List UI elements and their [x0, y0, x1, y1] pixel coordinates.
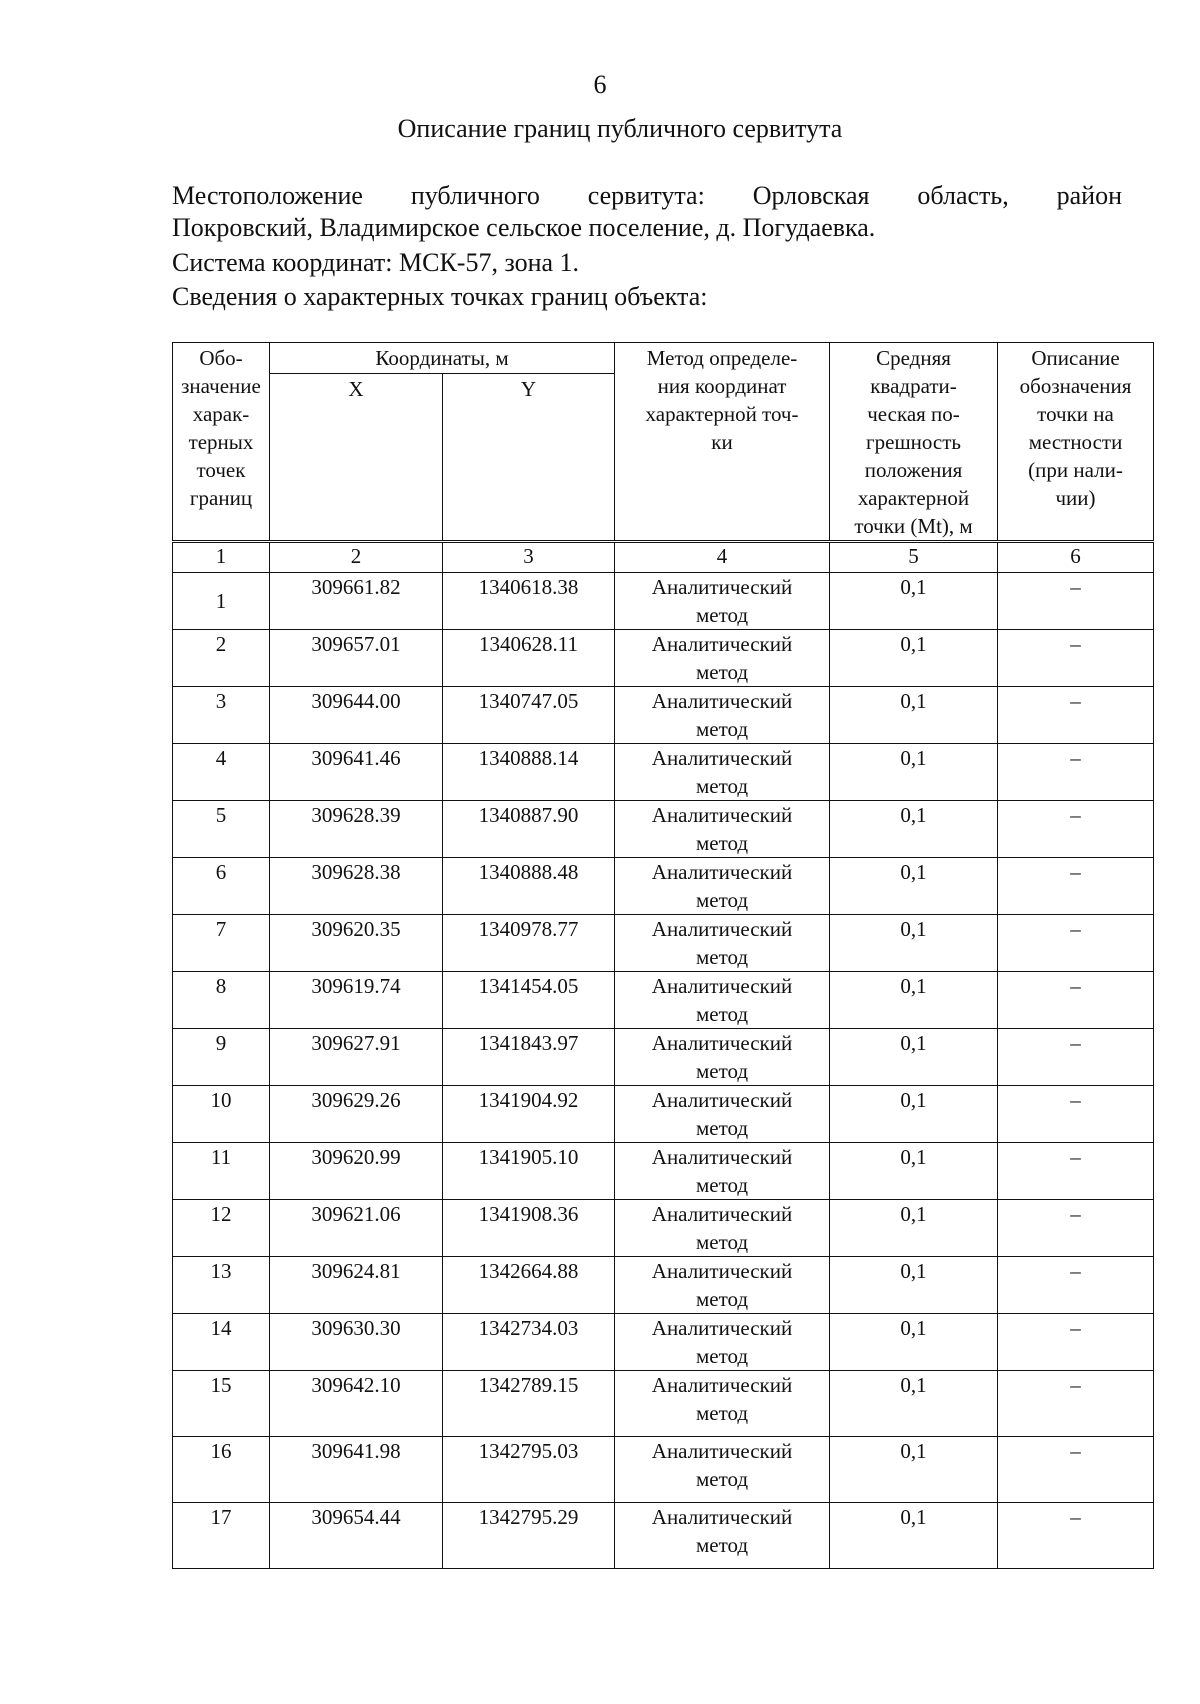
x-coordinate-cell: 309644.00 — [270, 687, 443, 744]
description-cell: – — [998, 1257, 1154, 1314]
point-number-cell: 16 — [173, 1437, 270, 1503]
error-cell: 0,1 — [830, 1503, 998, 1569]
y-coordinate-cell: 1341908.36 — [443, 1200, 615, 1257]
method-cell: Аналитический метод — [615, 1029, 830, 1086]
x-coordinate-cell: 309657.01 — [270, 630, 443, 687]
y-coordinate-cell: 1342795.29 — [443, 1503, 615, 1569]
x-coordinate-cell: 309641.46 — [270, 744, 443, 801]
method-cell: Аналитический метод — [615, 573, 830, 630]
coordinate-system: Система координат: МСК-57, зона 1. — [172, 248, 580, 277]
table-row — [173, 1314, 1154, 1371]
description-cell: – — [998, 573, 1154, 630]
x-coordinate-cell: 309628.39 — [270, 801, 443, 858]
method-cell: Аналитический метод — [615, 801, 830, 858]
location-word: Местоположение — [172, 181, 363, 210]
description-cell: – — [998, 915, 1154, 972]
error-cell: 0,1 — [830, 1086, 998, 1143]
method-cell: Аналитический метод — [615, 1086, 830, 1143]
header-coordinates: Координаты, м — [270, 343, 615, 374]
x-coordinate-cell: 309621.06 — [270, 1200, 443, 1257]
point-number-cell: 9 — [173, 1029, 270, 1086]
error-cell: 0,1 — [830, 915, 998, 972]
point-number-cell: 14 — [173, 1314, 270, 1371]
error-cell: 0,1 — [830, 573, 998, 630]
description-cell: – — [998, 744, 1154, 801]
error-cell: 0,1 — [830, 1257, 998, 1314]
y-coordinate-cell: 1341454.05 — [443, 972, 615, 1029]
y-coordinate-cell: 1340888.48 — [443, 858, 615, 915]
y-coordinate-cell: 1342734.03 — [443, 1314, 615, 1371]
point-number-cell: 10 — [173, 1086, 270, 1143]
x-coordinate-cell: 309642.10 — [270, 1371, 443, 1437]
column-number-cell: 6 — [998, 542, 1154, 573]
column-number-cell: 1 — [173, 542, 270, 573]
point-number-cell: 6 — [173, 858, 270, 915]
table-row — [173, 1503, 1154, 1569]
table-row — [173, 1257, 1154, 1314]
column-number-cell: 5 — [830, 542, 998, 573]
method-cell: Аналитический метод — [615, 1503, 830, 1569]
header-y: Y — [443, 373, 615, 541]
description-cell: – — [998, 687, 1154, 744]
description-cell: – — [998, 1029, 1154, 1086]
point-number-cell: 7 — [173, 915, 270, 972]
location-word: публичного — [410, 181, 540, 210]
table-row — [173, 915, 1154, 972]
table-row — [173, 744, 1154, 801]
error-cell: 0,1 — [830, 687, 998, 744]
header-error: Средняя квадрати- ческая по- грешность положения характерной точки (Mt), м — [830, 343, 998, 542]
method-cell: Аналитический метод — [615, 1437, 830, 1503]
x-coordinate-cell: 309661.82 — [270, 573, 443, 630]
header-method: Метод определе- ния координат характерной точ- ки — [615, 343, 830, 542]
y-coordinate-cell: 1340618.38 — [443, 573, 615, 630]
error-cell: 0,1 — [830, 972, 998, 1029]
description-cell: – — [998, 1437, 1154, 1503]
table-row — [173, 1143, 1154, 1200]
table-row — [173, 858, 1154, 915]
page-number: 6 — [593, 70, 607, 99]
location-line-2: Покровский, Владимирское сельское поселение, д. Погудаевка. — [172, 213, 876, 242]
description-cell: – — [998, 972, 1154, 1029]
error-cell: 0,1 — [830, 1029, 998, 1086]
table-row — [173, 687, 1154, 744]
x-coordinate-cell: 309630.30 — [270, 1314, 443, 1371]
error-cell: 0,1 — [830, 1437, 998, 1503]
header-x: X — [270, 373, 443, 541]
location-word: район — [1056, 181, 1122, 210]
method-cell: Аналитический метод — [615, 1371, 830, 1437]
y-coordinate-cell: 1341843.97 — [443, 1029, 615, 1086]
error-cell: 0,1 — [830, 744, 998, 801]
y-coordinate-cell: 1341904.92 — [443, 1086, 615, 1143]
x-coordinate-cell: 309629.26 — [270, 1086, 443, 1143]
x-coordinate-cell: 309620.99 — [270, 1143, 443, 1200]
error-cell: 0,1 — [830, 1143, 998, 1200]
method-cell: Аналитический метод — [615, 858, 830, 915]
point-number-cell: 4 — [173, 744, 270, 801]
table-row — [173, 573, 1154, 630]
point-number-cell: 8 — [173, 972, 270, 1029]
y-coordinate-cell: 1340978.77 — [443, 915, 615, 972]
x-coordinate-cell: 309624.81 — [270, 1257, 443, 1314]
location-word: сервитута: — [587, 181, 705, 210]
error-cell: 0,1 — [830, 1200, 998, 1257]
y-coordinate-cell: 1340888.14 — [443, 744, 615, 801]
method-cell: Аналитический метод — [615, 972, 830, 1029]
method-cell: Аналитический метод — [615, 1143, 830, 1200]
table-row — [173, 630, 1154, 687]
method-cell: Аналитический метод — [615, 744, 830, 801]
table-row — [173, 972, 1154, 1029]
point-number-cell: 3 — [173, 687, 270, 744]
table-row — [173, 801, 1154, 858]
description-cell: – — [998, 1371, 1154, 1437]
column-number-cell: 2 — [270, 542, 443, 573]
y-coordinate-cell: 1342795.03 — [443, 1437, 615, 1503]
header-description: Описание обозначения точки на местности (при нали- чии) — [998, 343, 1154, 542]
table-row — [173, 1200, 1154, 1257]
x-coordinate-cell: 309654.44 — [270, 1503, 443, 1569]
location-line-1 — [172, 180, 1122, 212]
column-number-row — [173, 542, 1154, 573]
y-coordinate-cell: 1342789.15 — [443, 1371, 615, 1437]
description-cell: – — [998, 1314, 1154, 1371]
point-number-cell: 5 — [173, 801, 270, 858]
y-coordinate-cell: 1340747.05 — [443, 687, 615, 744]
method-cell: Аналитический метод — [615, 630, 830, 687]
document-title: Описание границ публичного сервитута — [397, 114, 843, 143]
boundary-points-table — [172, 342, 1154, 1569]
point-number-cell: 11 — [173, 1143, 270, 1200]
location-word: Орловская — [752, 181, 870, 210]
point-number-cell: 13 — [173, 1257, 270, 1314]
y-coordinate-cell: 1340887.90 — [443, 801, 615, 858]
column-number-cell: 3 — [443, 542, 615, 573]
description-cell: – — [998, 1200, 1154, 1257]
location-word: область, — [917, 181, 1009, 210]
description-cell: – — [998, 801, 1154, 858]
method-cell: Аналитический метод — [615, 1200, 830, 1257]
error-cell: 0,1 — [830, 1314, 998, 1371]
error-cell: 0,1 — [830, 858, 998, 915]
column-number-cell: 4 — [615, 542, 830, 573]
error-cell: 0,1 — [830, 1371, 998, 1437]
x-coordinate-cell: 309628.38 — [270, 858, 443, 915]
table-row — [173, 1029, 1154, 1086]
y-coordinate-cell: 1340628.11 — [443, 630, 615, 687]
error-cell: 0,1 — [830, 801, 998, 858]
description-cell: – — [998, 630, 1154, 687]
table-row — [173, 1371, 1154, 1437]
points-caption: Сведения о характерных точках границ объекта: — [172, 282, 708, 311]
y-coordinate-cell: 1341905.10 — [443, 1143, 615, 1200]
point-number-cell: 15 — [173, 1371, 270, 1437]
description-cell: – — [998, 858, 1154, 915]
x-coordinate-cell: 309627.91 — [270, 1029, 443, 1086]
x-coordinate-cell: 309641.98 — [270, 1437, 443, 1503]
method-cell: Аналитический метод — [615, 915, 830, 972]
point-number-cell: 2 — [173, 630, 270, 687]
y-coordinate-cell: 1342664.88 — [443, 1257, 615, 1314]
table-row — [173, 1437, 1154, 1503]
method-cell: Аналитический метод — [615, 687, 830, 744]
point-number-cell: 1 — [173, 573, 270, 630]
description-cell: – — [998, 1503, 1154, 1569]
method-cell: Аналитический метод — [615, 1257, 830, 1314]
description-cell: – — [998, 1086, 1154, 1143]
description-cell: – — [998, 1143, 1154, 1200]
table-row — [173, 1086, 1154, 1143]
x-coordinate-cell: 309619.74 — [270, 972, 443, 1029]
error-cell: 0,1 — [830, 630, 998, 687]
method-cell: Аналитический метод — [615, 1314, 830, 1371]
point-number-cell: 12 — [173, 1200, 270, 1257]
header-designation: Обо- значение харак- терных точек границ — [173, 343, 270, 542]
x-coordinate-cell: 309620.35 — [270, 915, 443, 972]
point-number-cell: 17 — [173, 1503, 270, 1569]
